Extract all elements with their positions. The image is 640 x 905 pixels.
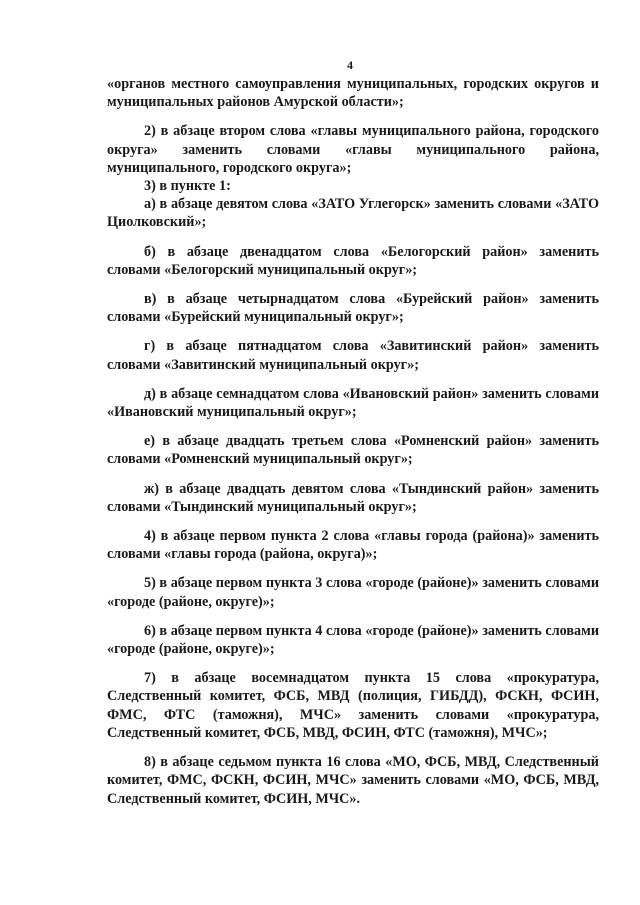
paragraph-item-3: 3) в пункте 1: <box>144 178 231 195</box>
paragraph-subitem-zh: ж) в абзаце двадцать девятом слова «Тындинский район» заменить словами «Тындинский муниципальный округ»; <box>107 480 599 515</box>
paragraph-item-5: 5) в абзаце первом пункта 3 слова «городе (районе)» заменить словами «городе (районе, округе)»; <box>107 575 599 610</box>
paragraph-item-6: 6) в абзаце первом пункта 4 слова «городе (районе)» заменить словами «городе (районе, округе)»; <box>107 622 599 658</box>
paragraph-subitem-v: в) в абзаце четырнадцатом слова «Бурейский район» заменить словами «Бурейский муниципальный округ»; <box>107 291 599 326</box>
document-body <box>107 75 599 808</box>
paragraph-item-8: 8) в абзаце седьмом пункта 16 слова «МО, ФСБ, МВД, Следственный комитет, ФМС, ФСКН, ФСИН, МЧС» заменить словами «МО, ФСБ, МВД, Следственный комитет, ФСИН, МЧС». <box>107 754 599 807</box>
paragraph-subitem-g: г) в абзаце пятнадцатом слова «Завитинский район» заменить словами «Завитинский муниципальный округ»; <box>107 338 599 373</box>
paragraph-item-4: 4) в абзаце первом пункта 2 слова «главы города (района)» заменить словами «главы города (района, округа)»; <box>107 528 599 563</box>
paragraph-item-2: 2) в абзаце втором слова «главы муниципального района, городского округа» заменить словами «главы муниципального района, муниципального, городского округа»; <box>107 123 599 176</box>
paragraph-subitem-b: б) в абзаце двенадцатом слова «Белогорский район» заменить словами «Белогорский муниципальный округ»; <box>107 243 599 278</box>
paragraph-continuation: «органов местного самоуправления муниципальных, городских округов и муниципальных районов Амурской области»; <box>107 76 599 111</box>
paragraph-subitem-d: д) в абзаце семнадцатом слова «Ивановский район» заменить словами «Ивановский муниципальный округ»; <box>107 385 599 421</box>
paragraph-item-7: 7) в абзаце восемнадцатом пункта 15 слова «прокуратура, Следственный комитет, ФСБ, МВД (полиция, ГИБДД), ФСКН, ФСИН, ФМС, ФТС (таможня), МЧС» заменить словами «прокуратура, Следственный комитет, ФСБ, МВД, ФСИН, ФТС (таможня), МЧС»; <box>107 670 599 741</box>
paragraph-subitem-a: а) в абзаце девятом слова «ЗАТО Углегорск» заменить словами «ЗАТО Циолковский»; <box>107 196 599 231</box>
paragraph-subitem-e: е) в абзаце двадцать третьем слова «Ромненский район» заменить словами «Ромненский муниципальный округ»; <box>107 433 599 468</box>
page-number: 4 <box>347 58 353 72</box>
